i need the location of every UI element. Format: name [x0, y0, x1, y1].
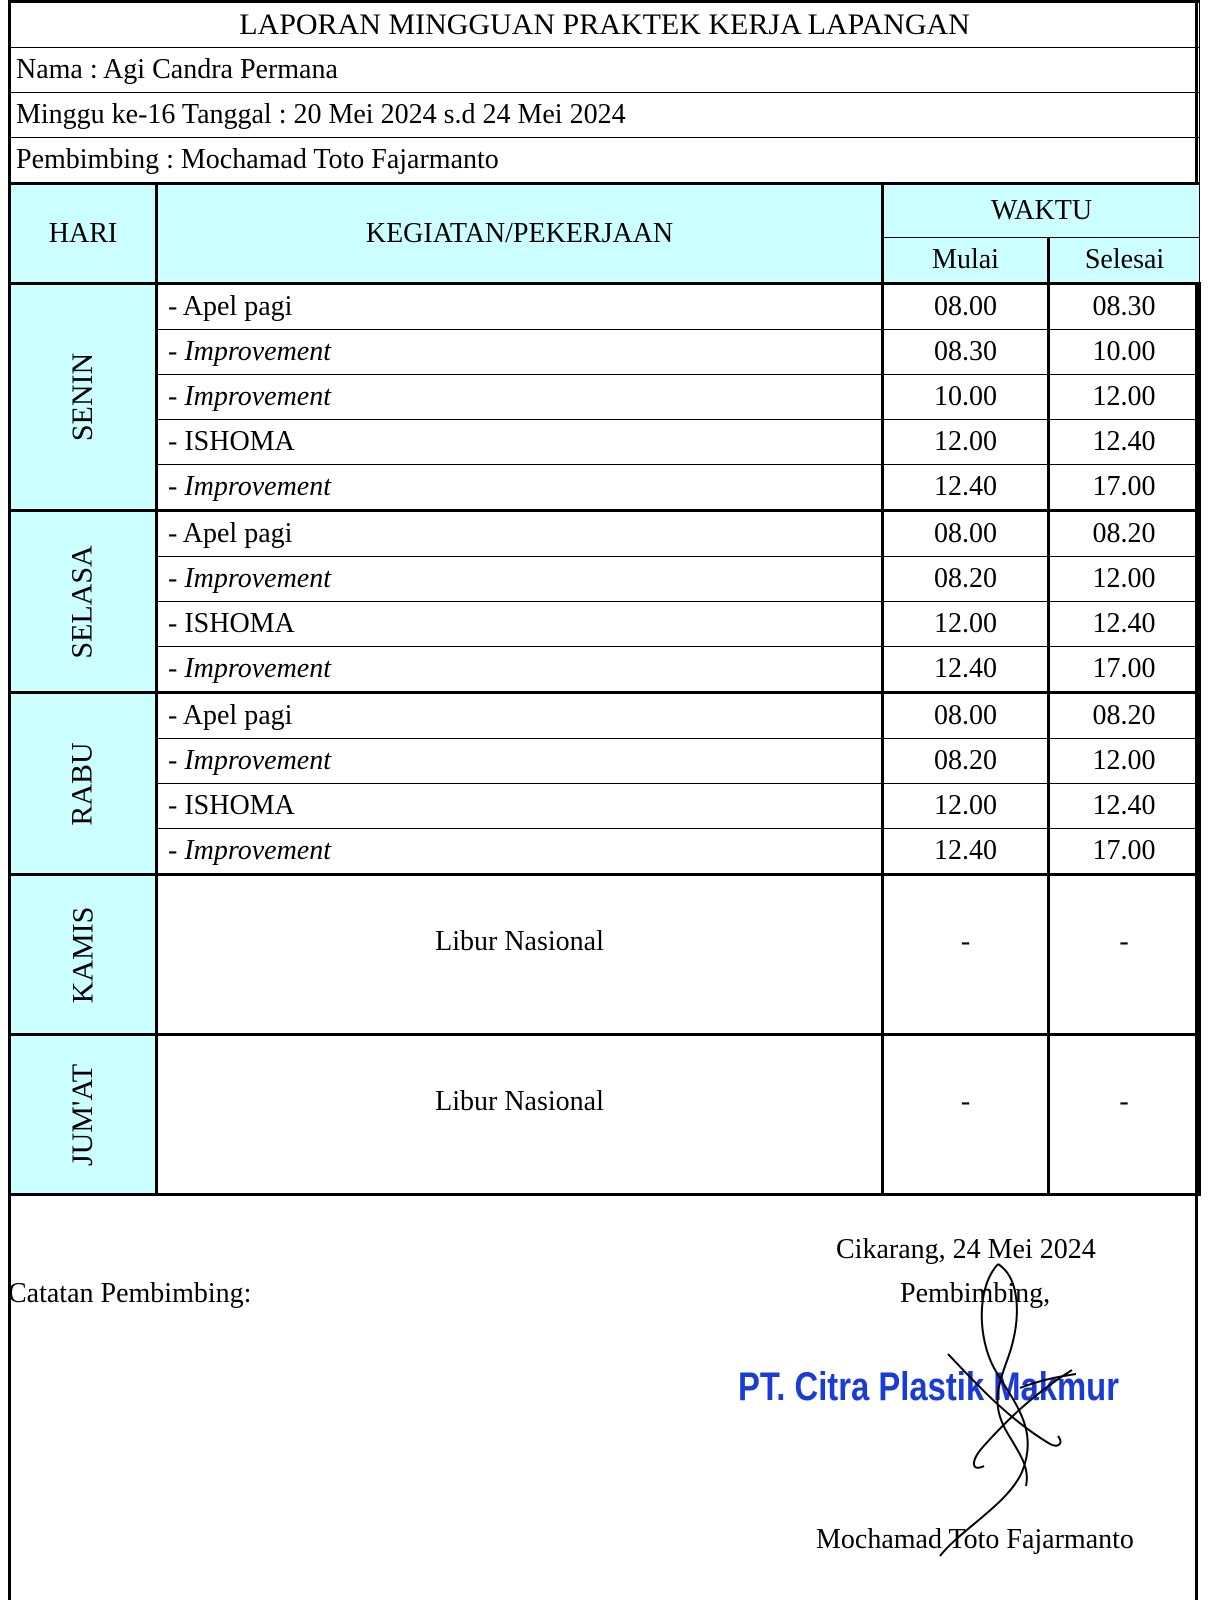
end-time-cell: 17.00: [1049, 647, 1200, 693]
end-time-cell: 12.00: [1049, 739, 1200, 784]
end-time-cell: 08.30: [1049, 284, 1200, 330]
end-time-cell: 08.20: [1049, 693, 1200, 739]
activity-row: [10, 693, 1200, 739]
start-time-cell: -: [883, 1035, 1049, 1195]
end-time-cell: 17.00: [1049, 829, 1200, 875]
header-kegiatan: KEGIATAN/PEKERJAAN: [157, 184, 883, 284]
activity-row: [10, 511, 1200, 557]
day-label: [10, 693, 157, 875]
activity-row: [10, 602, 1200, 647]
activity-cell: - Improvement: [157, 375, 883, 420]
activity-row: [10, 375, 1200, 420]
day-label: [10, 284, 157, 511]
activity-cell: - ISHOMA: [157, 602, 883, 647]
activity-row: [10, 284, 1200, 330]
start-time-cell: 10.00: [883, 375, 1049, 420]
signer-name: Mochamad Toto Fajarmanto: [816, 1524, 1134, 1555]
activity-cell: - ISHOMA: [157, 784, 883, 829]
supervisor-notes-label: Catatan Pembimbing:: [8, 1278, 252, 1309]
activity-cell: - Improvement: [157, 330, 883, 375]
end-time-cell: 08.20: [1049, 511, 1200, 557]
supervisor-role: Pembimbing,: [900, 1278, 1051, 1309]
start-time-cell: 12.00: [883, 420, 1049, 465]
holiday-row: [10, 875, 1200, 1035]
activity-row: [10, 647, 1200, 693]
activity-cell: - Apel pagi: [157, 693, 883, 739]
start-time-cell: 08.00: [883, 693, 1049, 739]
start-time-cell: 08.20: [883, 557, 1049, 602]
end-time-cell: 12.40: [1049, 420, 1200, 465]
holiday-cell: Libur Nasional: [157, 1035, 883, 1195]
activity-cell: - Improvement: [157, 465, 883, 511]
start-time-cell: 08.30: [883, 330, 1049, 375]
days-body: [10, 284, 1200, 1195]
supervisor-name: Pembimbing : Mochamad Toto Fajarmanto: [10, 138, 1200, 184]
start-time-cell: 12.40: [883, 465, 1049, 511]
end-time-cell: 12.00: [1049, 557, 1200, 602]
header-selesai: Selesai: [1049, 238, 1200, 284]
holiday-row: [10, 1035, 1200, 1195]
activity-cell: - Improvement: [157, 829, 883, 875]
activity-row: [10, 829, 1200, 875]
signature-scribble: [880, 1258, 1120, 1558]
header-hari: HARI: [10, 184, 157, 284]
start-time-cell: 12.40: [883, 647, 1049, 693]
activity-cell: - ISHOMA: [157, 420, 883, 465]
report-table: [8, 0, 1201, 1196]
end-time-cell: 12.40: [1049, 784, 1200, 829]
day-label: [10, 875, 157, 1035]
start-time-cell: -: [883, 875, 1049, 1035]
activity-row: [10, 739, 1200, 784]
end-time-cell: -: [1049, 875, 1200, 1035]
start-time-cell: 08.00: [883, 511, 1049, 557]
student-name: Nama : Agi Candra Permana: [10, 48, 1200, 93]
activity-row: [10, 465, 1200, 511]
start-time-cell: 12.00: [883, 784, 1049, 829]
day-name: SELASA: [65, 544, 99, 659]
holiday-cell: Libur Nasional: [157, 875, 883, 1035]
start-time-cell: 12.00: [883, 602, 1049, 647]
activity-cell: - Improvement: [157, 739, 883, 784]
day-name: JUM'AT: [66, 1063, 99, 1166]
report-title: LAPORAN MINGGUAN PRAKTEK KERJA LAPANGAN: [10, 2, 1200, 48]
start-time-cell: 08.20: [883, 739, 1049, 784]
place-date: Cikarang, 24 Mei 2024: [836, 1234, 1096, 1265]
end-time-cell: 12.00: [1049, 375, 1200, 420]
activity-cell: - Improvement: [157, 647, 883, 693]
activity-row: [10, 420, 1200, 465]
day-name: SENIN: [66, 352, 99, 442]
company-stamp: PT. Citra Plastik Makmur: [738, 1365, 1119, 1409]
end-time-cell: 10.00: [1049, 330, 1200, 375]
activity-cell: - Improvement: [157, 557, 883, 602]
activity-row: [10, 784, 1200, 829]
day-name: KAMIS: [66, 906, 99, 1003]
week-date-range: Minggu ke-16 Tanggal : 20 Mei 2024 s.d 24 Mei 2024: [10, 93, 1200, 138]
day-label: [10, 511, 157, 693]
header-mulai: Mulai: [883, 238, 1049, 284]
header-waktu: WAKTU: [883, 184, 1200, 238]
start-time-cell: 08.00: [883, 284, 1049, 330]
activity-cell: - Apel pagi: [157, 284, 883, 330]
start-time-cell: 12.40: [883, 829, 1049, 875]
activity-cell: - Apel pagi: [157, 511, 883, 557]
end-time-cell: 17.00: [1049, 465, 1200, 511]
end-time-cell: -: [1049, 1035, 1200, 1195]
day-name: RABU: [65, 741, 99, 826]
activity-row: [10, 557, 1200, 602]
day-label: [10, 1035, 157, 1195]
end-time-cell: 12.40: [1049, 602, 1200, 647]
activity-row: [10, 330, 1200, 375]
